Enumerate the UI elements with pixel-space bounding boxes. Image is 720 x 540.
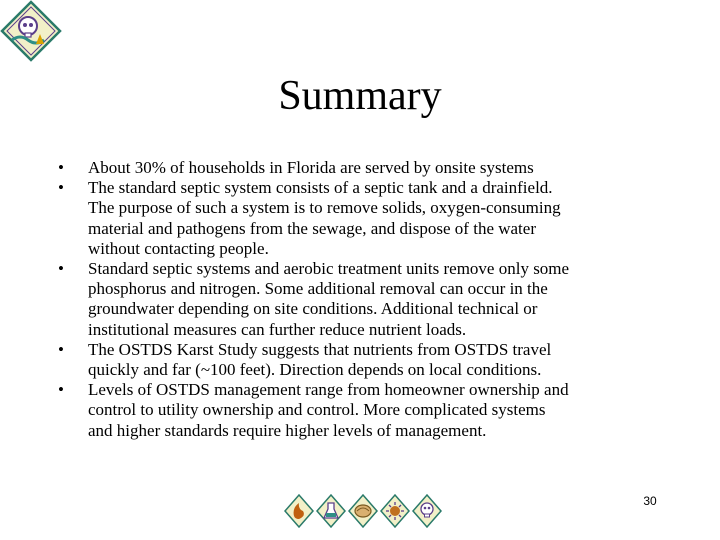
bullet-line: About 30% of households in Florida are served by onsite systems [88,158,534,177]
bullet-line: material and pathogens from the sewage, and dispose of the water [88,218,536,238]
bullet-line: quickly and far (~100 feet). Direction depends on local conditions. [88,360,542,380]
footer-icons [284,494,444,530]
skull-water-icon [0,0,62,62]
bullet-line: phosphorus and nitrogen. Some additional removal can occur in the [88,279,548,299]
beaker-icon [316,494,346,528]
bullet-line: institutional measures can further reduce nutrient loads. [88,319,467,339]
bullet-line: and higher standards require higher levels of management. [88,420,487,440]
bullet-mark: • [58,158,64,177]
bullet-item [56,380,660,441]
fire-icon [284,494,314,528]
bullet-item [56,178,660,259]
bullet-line: The purpose of such a system is to remove solids, oxygen-consuming [88,198,561,218]
bullet-mark: • [58,339,64,359]
bullet-mark: • [58,259,64,279]
page-number: 30 [643,494,657,508]
bullet-list [56,158,660,441]
bullet-item [56,158,660,178]
bullet-line: The standard septic system consists of a septic tank and a drainfield. [88,178,553,198]
bullet-mark: • [58,380,64,400]
bullet-item [56,340,660,380]
bullet-line: The OSTDS Karst Study suggests that nutrients from OSTDS travel [88,339,552,359]
bullet-line: without contacting people. [88,238,269,258]
bullet-line: Standard septic systems and aerobic treatment units remove only some [88,259,570,279]
bullet-line: groundwater depending on site conditions. Additional technical or [88,299,538,319]
skull-icon [412,494,442,528]
shell-icon [348,494,378,528]
bullet-line: Levels of OSTDS management range from homeowner ownership and [88,380,569,400]
page-title: Summary [278,73,442,119]
bullet-item [56,259,660,340]
bullet-mark: • [58,178,64,198]
bullet-line: control to utility ownership and control. More complicated systems [88,400,546,420]
sun-icon [380,494,410,528]
